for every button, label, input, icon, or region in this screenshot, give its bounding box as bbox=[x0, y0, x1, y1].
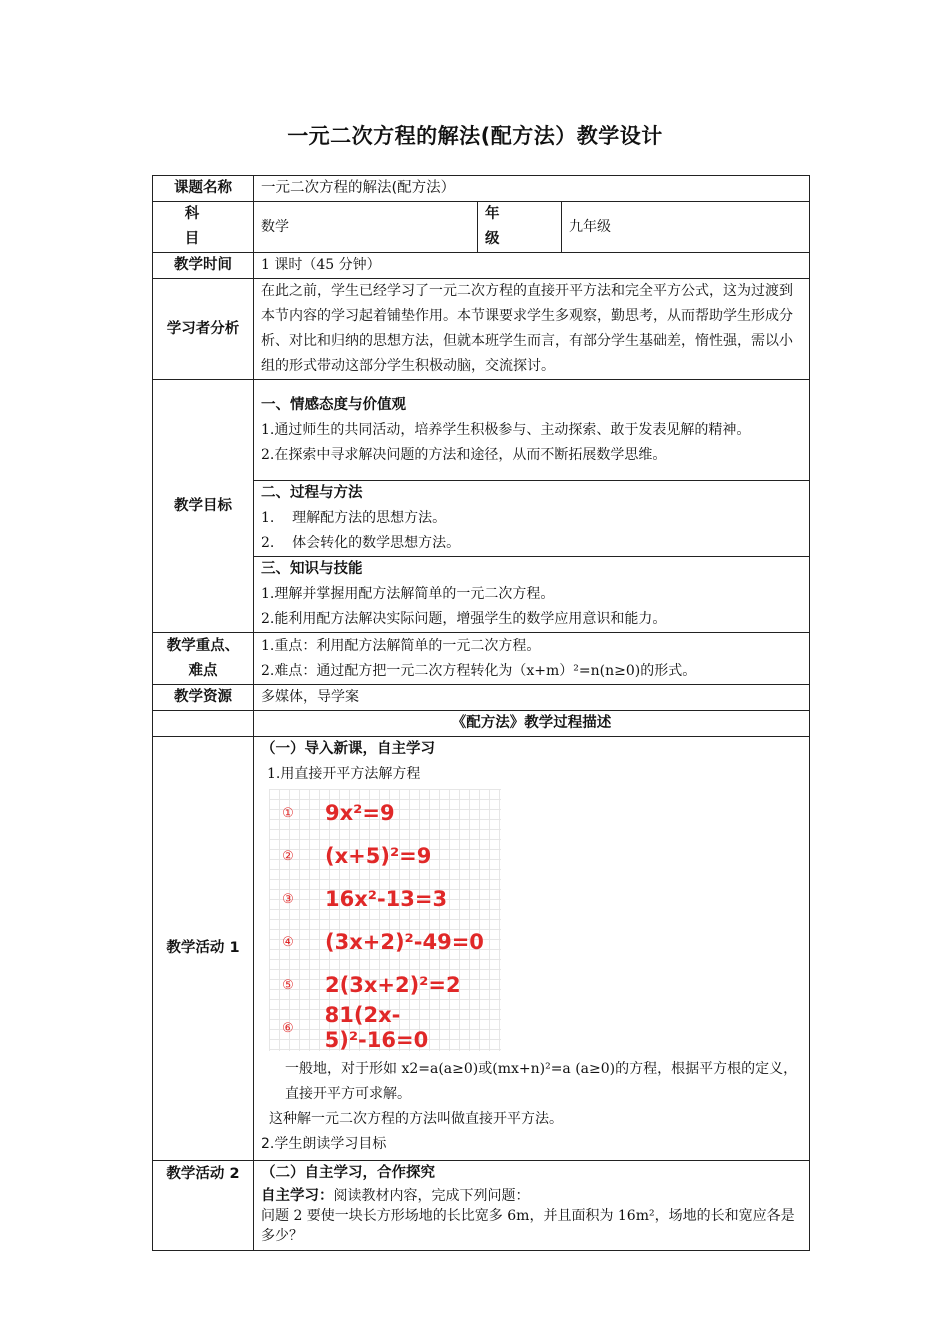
activity1-para1: 一般地，对于形如 x2=a(a≥0)或(mx+n)²=a (a≥0)的方程，根据平方根的定义，直接开平方可求解。 bbox=[285, 1061, 798, 1102]
activity1-para2: 这种解一元二次方程的方法叫做直接开平方法。 bbox=[269, 1111, 563, 1127]
activity2-heading: （二）自主学习，合作探究 bbox=[261, 1165, 435, 1181]
equation-number: ② bbox=[282, 848, 294, 864]
process-empty-cell bbox=[153, 711, 254, 737]
key-label: 教学重点、难点 bbox=[153, 633, 254, 685]
process-title: 《配方法》教学过程描述 bbox=[254, 711, 810, 737]
equation-4 bbox=[269, 927, 484, 957]
learner-label: 学习者分析 bbox=[153, 279, 254, 380]
topic-value: 一元二次方程的解法(配方法） bbox=[254, 176, 810, 202]
row-activity1 bbox=[153, 737, 810, 1161]
key-item1: 1.重点：利用配方法解简单的一元二次方程。 bbox=[261, 637, 541, 654]
subject-label: 科 目 bbox=[153, 202, 254, 253]
activity2-label: 教学活动 2 bbox=[153, 1161, 254, 1251]
goal3-heading: 三、知识与技能 bbox=[261, 561, 363, 577]
goal2-item2: 2. 体会转化的数学思想方法。 bbox=[261, 535, 461, 551]
goal2-item1: 1. 理解配方法的思想方法。 bbox=[261, 510, 447, 526]
grade-label: 年 级 bbox=[478, 202, 562, 253]
equation-number: ④ bbox=[282, 934, 294, 950]
time-label: 教学时间 bbox=[153, 253, 254, 279]
equation-2 bbox=[269, 841, 431, 871]
self-study-label: 自主学习： bbox=[261, 1188, 334, 1204]
lesson-plan-table bbox=[152, 175, 810, 1251]
learner-text: 在此之前，学生已经学习了一元二次方程的直接开平方法和完全平方公式，这为过渡到本节内容的学习起着铺垫作用。本节课要求学生多观察，勤思考，从而帮助学生形成分析、对比和归纳的思想方法，但就本班学生而言，有部分学生基础差，惰性强，需以小组的形式带动这部分学生积极动脑，交流探讨。 bbox=[254, 279, 810, 380]
activity1-para3: 2.学生朗读学习目标 bbox=[261, 1136, 387, 1152]
row-time bbox=[153, 253, 810, 279]
subject-value: 数学 bbox=[254, 202, 478, 253]
time-value: 1 课时（45 分钟） bbox=[254, 253, 810, 279]
grade-value: 九年级 bbox=[562, 202, 810, 253]
row-learner bbox=[153, 279, 810, 380]
self-study-text: 阅读教材内容，完成下列问题： bbox=[333, 1188, 530, 1204]
resource-value: 多媒体，导学案 bbox=[254, 685, 810, 711]
equation-expression: 81(2x-5)²-16=0 bbox=[324, 1003, 429, 1052]
topic-label: 课题名称 bbox=[153, 176, 254, 202]
key-cell bbox=[254, 633, 810, 685]
activity1-cell bbox=[254, 737, 810, 1161]
activity1-intro: 1.用直接开平方法解方程 bbox=[267, 766, 421, 782]
goal2-cell bbox=[254, 481, 810, 557]
goal3-item1: 1.理解并掌握用配方法解简单的一元二次方程。 bbox=[261, 586, 555, 602]
activity1-heading: （一）导入新课，自主学习 bbox=[261, 741, 435, 757]
key-item2: 2.难点：通过配方把一元二次方程转化为（x+m）²=n(n≥0)的形式。 bbox=[261, 662, 697, 679]
equation-grid-image bbox=[269, 789, 501, 1051]
equation-expression: (3x+2)²-49=0 bbox=[325, 929, 484, 954]
activity2-cell bbox=[254, 1161, 810, 1251]
equation-number: ⑥ bbox=[281, 1020, 294, 1036]
equation-number: ③ bbox=[282, 891, 294, 907]
activity2-self-study bbox=[261, 1186, 802, 1206]
row-resource bbox=[153, 685, 810, 711]
activity1-label: 教学活动 1 bbox=[153, 737, 254, 1161]
page-title: 一元二次方程的解法(配方法）教学设计 bbox=[287, 124, 663, 148]
goal3-cell bbox=[254, 557, 810, 633]
goals-label: 教学目标 bbox=[153, 380, 254, 633]
equation-expression: 9x²=9 bbox=[325, 800, 395, 825]
equation-number: ① bbox=[282, 805, 294, 821]
equation-3 bbox=[269, 884, 447, 914]
equation-expression: (x+5)²=9 bbox=[325, 843, 432, 868]
row-subject bbox=[153, 202, 810, 253]
row-activity2 bbox=[153, 1161, 810, 1251]
goal1-item2: 2.在探索中寻求解决问题的方法和途径，从而不断拓展数学思维。 bbox=[261, 446, 667, 463]
resource-label: 教学资源 bbox=[153, 685, 254, 711]
equation-expression: 16x²-13=3 bbox=[325, 886, 448, 911]
row-key bbox=[153, 633, 810, 685]
row-process-title bbox=[153, 711, 810, 737]
equation-6 bbox=[269, 1003, 501, 1052]
goal1-cell bbox=[254, 380, 810, 481]
equation-expression: 2(3x+2)²=2 bbox=[325, 972, 461, 997]
goal2-heading: 二、过程与方法 bbox=[261, 485, 363, 501]
activity2-problem: 问题 2 要使一块长方形场地的长比宽多 6m，并且面积为 16m²，场地的长和宽应各是多少？ bbox=[261, 1208, 795, 1244]
equation-1 bbox=[269, 798, 395, 828]
equation-number: ⑤ bbox=[282, 977, 294, 993]
goal1-heading: 一、情感态度与价值观 bbox=[261, 396, 406, 413]
row-goal1 bbox=[153, 380, 810, 481]
goal1-item1: 1.通过师生的共同活动，培养学生积极参与、主动探索、敢于发表见解的精神。 bbox=[261, 421, 751, 438]
goal3-item2: 2.能利用配方法解决实际问题，增强学生的数学应用意识和能力。 bbox=[261, 611, 667, 627]
equation-5 bbox=[269, 970, 461, 1000]
row-topic bbox=[153, 176, 810, 202]
